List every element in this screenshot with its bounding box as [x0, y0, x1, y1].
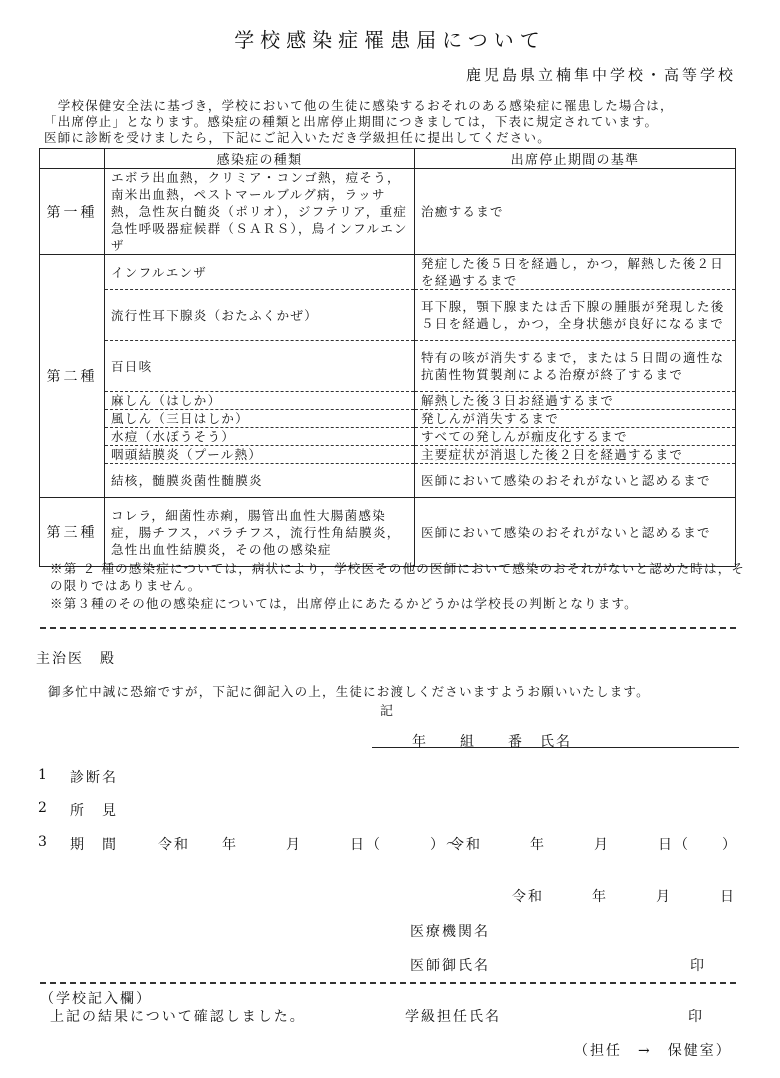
issue-date: 令和 年 月 日 [512, 889, 736, 905]
doctor-request: 御多忙中誠に恐縮ですが，下記に御記入の上，生徒にお渡しくださいますようお願いいたします。 [48, 684, 650, 699]
category-1: 第一種 [40, 169, 105, 255]
category-2: 第二種 [40, 255, 105, 498]
period-label: 期 間 [70, 837, 118, 853]
disease-cell: 流行性耳下腺炎（おたふくかぜ） [105, 290, 415, 341]
school-name: 鹿児島県立楠隼中学校・高等学校 [465, 66, 736, 84]
criteria-cell: 医師において感染のおそれがないと認めるまで [415, 464, 736, 498]
disease-cell: 百日咳 [105, 341, 415, 392]
criteria-cell: 主要症状が消退した後２日を経過するまで [415, 446, 736, 464]
item-number: 2 [38, 800, 49, 816]
note-1: ※第 ２ 種の感染症については，病状により，学校医その他の医師において感染のおそれがないと認めた時は，その限りではありません。 [50, 561, 746, 593]
intro-text [44, 98, 744, 146]
header-criteria: 出席停止期間の基準 [415, 149, 736, 169]
category-3: 第三種 [40, 498, 105, 567]
criteria-cell: 発しんが消失するまで [415, 410, 736, 428]
item-number: 3 [38, 834, 49, 850]
intro-line: 学校保健安全法に基づき，学校において他の生徒に感染するおそれのある感染症に罹患した場合は， [44, 98, 674, 113]
intro-line: 「出席停止」となります。感染症の種類と出席停止期間につきましては，下表に規定されています。 [44, 114, 659, 129]
doctor-seal: 印 [690, 958, 706, 974]
note-2: ※第３種のその他の感染症については，出席停止にあたるかどうかは学校長の判断となります。 [50, 596, 638, 611]
student-underline [372, 747, 739, 748]
disease-cell: コレラ，細菌性赤痢，腸管出血性大腸菌感染症，腸チフス，パラチフス，流行性角結膜炎，急性出血性結膜炎，その他の感染症 [105, 498, 415, 567]
period-to: 令和 年 月 日（ ） [450, 837, 738, 853]
disease-cell: 風しん（三日はしか） [105, 410, 415, 428]
school-section-header: （学校記入欄） [40, 991, 152, 1007]
criteria-cell: 解熱した後３日お経過するまで [415, 392, 736, 410]
criteria-cell: 医師において感染のおそれがないと認めるまで [415, 498, 736, 567]
diagnosis-label: 診断名 [70, 770, 118, 786]
disease-cell: 麻しん（はしか） [105, 392, 415, 410]
header-disease: 感染症の種類 [105, 149, 415, 169]
findings-label: 所 見 [70, 803, 118, 819]
student-info: 年 組 番 氏名 [412, 734, 572, 750]
infection-table [39, 148, 736, 567]
period-from: 令和 年 月 日（ ）～ [158, 837, 462, 853]
item-number: 1 [38, 767, 49, 783]
teacher-name-label: 学級担任氏名 [405, 1009, 501, 1025]
cut-line [40, 627, 736, 629]
doctor-salutation: 主治医 殿 [36, 651, 116, 667]
disease-cell: 水痘（水ぼうそう） [105, 428, 415, 446]
criteria-cell: 発症した後５日を経過し，かつ，解熱した後２日を経過するまで [415, 255, 736, 290]
cut-line [40, 982, 736, 984]
disease-cell: 結核，髄膜炎菌性髄膜炎 [105, 464, 415, 498]
criteria-cell: 治癒するまで [415, 169, 736, 255]
route-text: （担任 → 保健室） [574, 1043, 732, 1059]
facility-label: 医療機関名 [410, 924, 490, 940]
teacher-seal: 印 [688, 1009, 704, 1025]
header-empty [40, 149, 105, 169]
confirm-text: 上記の結果について確認しました。 [50, 1009, 306, 1025]
doctor-name-label: 医師御氏名 [410, 958, 490, 974]
disease-cell: インフルエンザ [105, 255, 415, 290]
intro-line: 医師に診断を受けましたら，下記にご記入いただき学級担任に提出してください。 [44, 130, 551, 145]
page-title: 学校感染症罹患届について [234, 28, 546, 52]
criteria-cell: 耳下腺，顎下腺または舌下腺の腫脹が発現した後５日を経過し，かつ，全身状態が良好になるまで [415, 290, 736, 341]
disease-cell: エボラ出血熱，クリミア・コンゴ熱，痘そう，南米出血熱，ペストマールブルグ病，ラッサ熱，急性灰白髄炎（ポリオ），ジフテリア，重症急性呼吸器症候群（ＳＡＲＳ），鳥インフルエンザ [105, 169, 415, 255]
criteria-cell: すべての発しんが痂皮化するまで [415, 428, 736, 446]
ki-mark: 記 [380, 704, 394, 719]
disease-cell: 咽頭結膜炎（プール熱） [105, 446, 415, 464]
criteria-cell: 特有の咳が消失するまで，または５日間の適性な抗菌性物質製剤による治療が終了するまで [415, 341, 736, 392]
